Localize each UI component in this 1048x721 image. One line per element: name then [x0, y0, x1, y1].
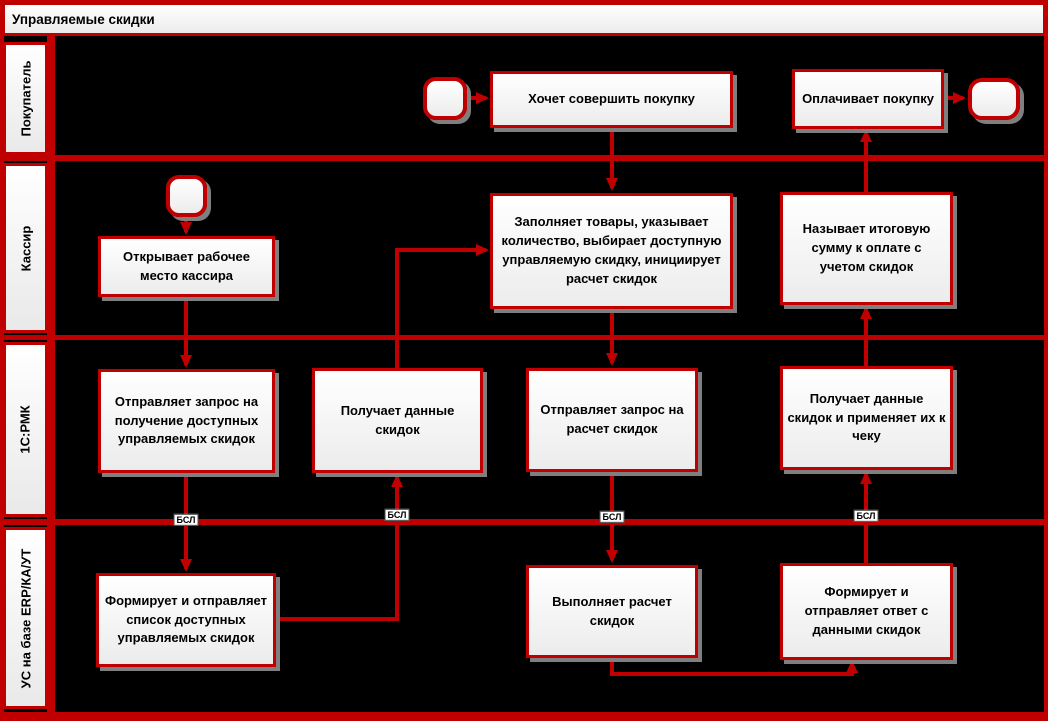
task-label: Получает данные скидок: [340, 402, 455, 437]
task-performs-discount-calc: [526, 565, 698, 658]
diagram-title: [2, 2, 1046, 36]
connector-label-bsl: БСЛ: [385, 509, 410, 521]
task-label: Называет итоговую сумму к оплате с учетом скидок: [802, 221, 931, 274]
task-sends-request-available-discounts: [98, 369, 275, 473]
task-label: Получает данные скидок и применяет их к чеку: [787, 390, 946, 444]
task-forms-sends-discount-response: [780, 563, 953, 660]
task-label: Открывает рабочее место кассира: [123, 248, 250, 283]
lane-label-text: УС на базе ERP/КА/УТ: [18, 548, 34, 688]
task-sends-discount-calc-request: [526, 368, 698, 472]
connector: [612, 658, 852, 674]
end-event-node-buyer: [968, 78, 1020, 120]
connector-label-bsl: БСЛ: [854, 510, 879, 522]
task-opens-cashier-workplace: [98, 236, 275, 297]
task-label: Формирует и отправляет список доступных управляемых скидок: [105, 592, 267, 646]
lane-label-text: 1С:РМК: [18, 405, 33, 454]
task-label: Отправляет запрос на получение доступных управляемых скидок: [114, 393, 259, 447]
connector: [276, 477, 397, 619]
task-label: Выполняет расчет скидок: [552, 593, 672, 628]
task-wants-to-buy: [490, 71, 733, 128]
task-label: Оплачивает покупку: [802, 90, 934, 106]
connector-label-bsl: БСЛ: [600, 511, 625, 523]
task-label: Заполняет товары, указывает количество, выбирает доступную управляемую скидку, инициирует расчет скидок: [501, 214, 722, 286]
start-event-node-buyer: [423, 77, 467, 120]
diagram-title-text: Управляемые скидки: [12, 11, 155, 27]
task-label: Хочет совершить покупку: [528, 91, 695, 107]
connector-label-bsl: БСЛ: [174, 514, 199, 526]
task-fills-goods-initiates-discount-calc: [490, 193, 733, 309]
connector: [397, 250, 486, 368]
task-forms-sends-discount-list: [96, 573, 276, 667]
task-announces-total-amount: [780, 192, 953, 305]
task-receives-and-applies-discounts: [780, 366, 953, 470]
lane-label-text: Кассир: [18, 225, 33, 271]
task-receives-discount-data: [312, 368, 483, 473]
lane-label-text: Покупатель: [18, 60, 34, 137]
start-event-node-cashier: [166, 175, 207, 217]
task-label: Формирует и отправляет ответ с данными скидок: [804, 584, 929, 637]
task-label: Отправляет запрос на расчет скидок: [540, 402, 684, 436]
task-pays-purchase: [792, 69, 944, 129]
